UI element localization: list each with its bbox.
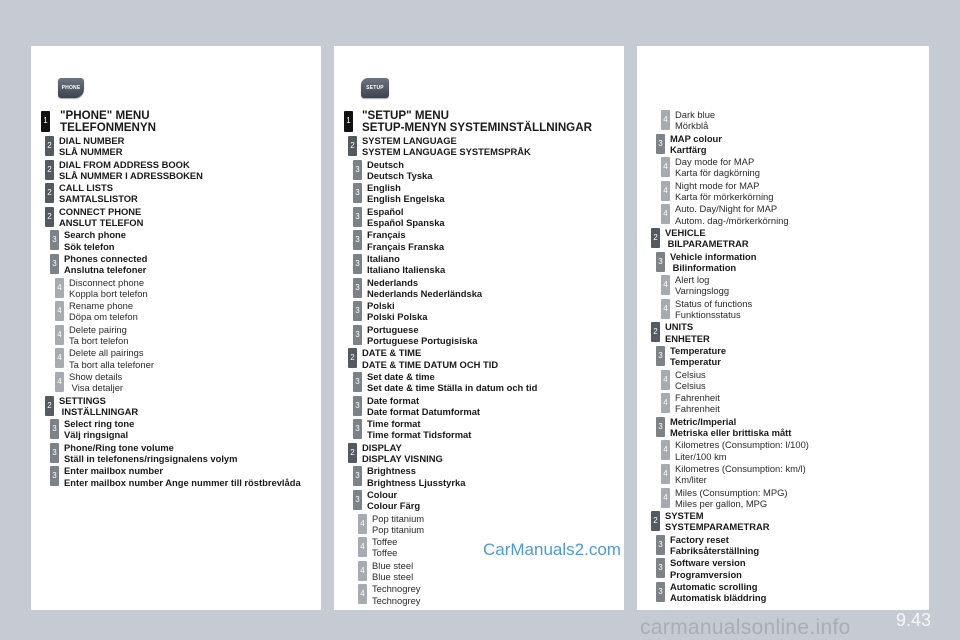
- menu-item-label-en: Status of functions: [675, 297, 753, 309]
- menu-item-label-en: Software version: [670, 557, 746, 569]
- menu-item-level-3: [334, 182, 624, 205]
- menu-item-text: [334, 182, 624, 205]
- menu-item-text: [637, 369, 929, 392]
- menu-item-level-3: [334, 395, 624, 418]
- menu-item-label-sv: Automatisk bläddring: [670, 592, 767, 604]
- menu-item-label-sv: Karta för dagkörning: [675, 167, 760, 179]
- menu-item-label-sv: ANSLUT TELEFON: [59, 217, 144, 229]
- level-badge: 2: [45, 396, 54, 416]
- menu-item-label-en: UNITS: [665, 321, 694, 333]
- menu-item-text: [334, 583, 624, 606]
- level-badge: 2: [45, 160, 54, 180]
- menu-item-level-4: [637, 180, 929, 203]
- level-badge: 2: [348, 443, 357, 463]
- menu-item-text: [31, 277, 321, 300]
- menu-item-label-en: Kilometres (Consumption: km/l): [675, 462, 806, 474]
- level-badge: 3: [50, 419, 59, 439]
- menu-item-text: [637, 180, 929, 203]
- level-badge: 3: [353, 254, 362, 274]
- menu-item-label-sv: Portuguese Portugisiska: [367, 335, 478, 347]
- menu-item-label-en: Pop titanium: [372, 512, 425, 524]
- menu-item-label-sv: Set date & time Ställa in datum och tid: [367, 382, 538, 394]
- menu-item-text: [334, 489, 624, 512]
- menu-item-label-sv: Välj ringsignal: [64, 429, 129, 441]
- menu-item-text: [637, 156, 929, 179]
- menu-item-label-sv: Deutsch Tyska: [367, 169, 433, 181]
- menu-item-label-sv: Italiano Italienska: [367, 264, 446, 276]
- menu-item-label-sv: Autom. dag-/mörkerkörning: [675, 214, 789, 226]
- menu-item-label-en: English: [367, 182, 401, 194]
- level-badge: 3: [353, 419, 362, 439]
- menu-item-text: [334, 418, 624, 441]
- level-badge: 4: [55, 278, 64, 298]
- menu-item-text: [334, 442, 624, 465]
- level-badge: 1: [344, 111, 353, 132]
- menu-item-label-sv: Español Spanska: [367, 217, 445, 229]
- menu-item-label-sv: SAMTALSLISTOR: [59, 193, 138, 205]
- menu-item-text: [31, 395, 321, 418]
- menu-item-text: [31, 324, 321, 347]
- level-badge: 3: [353, 230, 362, 250]
- menu-item-text: [637, 251, 929, 274]
- level-badge: 4: [661, 275, 670, 295]
- menu-item-label-sv: Temperatur: [670, 356, 721, 368]
- menu-item-text: [334, 277, 624, 300]
- menu-item-text: [637, 345, 929, 368]
- menu-item-label-en: Phones connected: [64, 252, 148, 264]
- menu-item-level-3: [637, 133, 929, 156]
- menu-item-label-sv: Funktionsstatus: [675, 309, 741, 321]
- level-badge: 3: [656, 252, 665, 272]
- menu-item-level-2: [31, 395, 321, 418]
- level-badge: 4: [55, 372, 64, 392]
- level-badge: 4: [661, 393, 670, 413]
- menu-item-label-sv: Ställ in telefonens/ringsignalens volym: [64, 453, 238, 465]
- menu-item-level-2: [334, 442, 624, 465]
- menu-item-label-en: "PHONE" MENU: [60, 109, 150, 122]
- phone-tab-icon: PHONE: [58, 78, 84, 98]
- menu-item-level-4: [637, 298, 929, 321]
- menu-item-label-sv: Kartfärg: [670, 143, 707, 155]
- setup-menu-continued-list: [637, 109, 929, 604]
- menu-item-label-sv: SYSTEM LANGUAGE SYSTEMSPRÅK: [362, 146, 531, 158]
- level-badge: 3: [656, 346, 665, 366]
- menu-item-label-en: Brightness: [367, 465, 416, 477]
- menu-item-text: [31, 182, 321, 205]
- setup-tab-icon: SETUP: [361, 78, 389, 98]
- menu-item-level-3: [31, 465, 321, 488]
- menu-item-label-sv: Time format Tidsformat: [367, 429, 472, 441]
- menu-item-level-3: [637, 557, 929, 580]
- menu-item-level-4: [31, 371, 321, 394]
- menu-item-text: [637, 439, 929, 462]
- menu-item-level-4: [637, 439, 929, 462]
- menu-item-level-3: [334, 324, 624, 347]
- phone-menu-panel: [31, 46, 321, 610]
- page-number: 9.43: [896, 610, 932, 630]
- level-badge: 2: [45, 136, 54, 156]
- menu-item-label-sv: Ta bort telefon: [69, 335, 129, 347]
- menu-item-label-en: Fahrenheit: [675, 392, 720, 404]
- menu-item-label-en: Delete pairing: [69, 323, 127, 335]
- menu-item-level-3: [334, 300, 624, 323]
- menu-item-level-2: [31, 206, 321, 229]
- menu-item-text: [31, 465, 321, 488]
- menu-item-label-en: Factory reset: [670, 533, 729, 545]
- menu-item-level-4: [637, 274, 929, 297]
- menu-item-level-4: [637, 203, 929, 226]
- level-badge: 3: [353, 278, 362, 298]
- level-badge: 4: [55, 348, 64, 368]
- menu-item-level-3: [334, 253, 624, 276]
- menu-item-level-3: [334, 371, 624, 394]
- menu-item-label-sv: Colour Färg: [367, 500, 421, 512]
- menu-item-label-sv: Date format Datumformat: [367, 405, 481, 417]
- menu-item-text: [637, 109, 929, 132]
- menu-item-level-4: [31, 324, 321, 347]
- level-badge: 2: [45, 183, 54, 203]
- menu-item-level-3: [334, 277, 624, 300]
- menu-item-level-3: [637, 345, 929, 368]
- level-badge: 3: [353, 372, 362, 392]
- menu-item-text: [637, 487, 929, 510]
- menu-item-label-en: Night mode for MAP: [675, 179, 760, 191]
- menu-item-label-en: Portuguese: [367, 323, 419, 335]
- level-badge: 3: [353, 490, 362, 510]
- menu-item-label-sv: BILPARAMETRAR: [665, 238, 749, 250]
- menu-item-level-3: [637, 416, 929, 439]
- level-badge: 4: [55, 325, 64, 345]
- menu-item-level-4: [637, 109, 929, 132]
- level-badge: 4: [661, 464, 670, 484]
- level-badge: 4: [358, 514, 367, 534]
- menu-item-level-3: [637, 251, 929, 274]
- menu-item-level-4: [31, 277, 321, 300]
- level-badge: 3: [353, 207, 362, 227]
- level-badge: 3: [353, 160, 362, 180]
- menu-item-label-sv: SYSTEMPARAMETRAR: [665, 521, 770, 533]
- menu-item-label-sv: ENHETER: [665, 332, 710, 344]
- menu-item-level-4: [31, 347, 321, 370]
- menu-item-label-en: DISPLAY: [362, 441, 402, 453]
- level-badge: 4: [661, 157, 670, 177]
- menu-item-level-4: [637, 463, 929, 486]
- menu-item-label-en: Disconnect phone: [69, 276, 145, 288]
- menu-item-label-en: Metric/Imperial: [670, 415, 737, 427]
- level-badge: 3: [353, 396, 362, 416]
- menu-item-level-4: [31, 300, 321, 323]
- menu-item-text: [637, 133, 929, 156]
- menu-item-level-3: [31, 442, 321, 465]
- menu-item-label-sv: Sök telefon: [64, 240, 115, 252]
- menu-item-label-en: Technogrey: [372, 583, 421, 595]
- menu-item-level-2: [637, 510, 929, 533]
- menu-item-text: [637, 227, 929, 250]
- menu-item-text: [334, 371, 624, 394]
- menu-item-text: [637, 416, 929, 439]
- level-badge: 2: [651, 511, 660, 531]
- menu-item-label-sv: Karta för mörkerkörning: [675, 191, 774, 203]
- menu-item-text: [31, 371, 321, 394]
- menu-item-label-en: Celsius: [675, 368, 706, 380]
- menu-item-label-sv: Programversion: [670, 568, 742, 580]
- level-badge: 3: [353, 466, 362, 486]
- menu-item-level-3: [31, 229, 321, 252]
- level-badge: 3: [656, 134, 665, 154]
- level-badge: 3: [50, 443, 59, 463]
- level-badge: 4: [661, 299, 670, 319]
- level-badge: 3: [656, 535, 665, 555]
- menu-item-label-en: Italiano: [367, 252, 400, 264]
- menu-item-level-2: [637, 227, 929, 250]
- menu-item-label-en: Time format: [367, 418, 421, 430]
- level-badge: 4: [661, 440, 670, 460]
- menu-item-text: [334, 513, 624, 536]
- setup-menu-continued-panel: [637, 46, 929, 610]
- menu-item-label-en: Kilometres (Consumption: l/100): [675, 439, 809, 451]
- menu-item-level-3: [334, 489, 624, 512]
- menu-item-level-3: [334, 206, 624, 229]
- menu-item-label-en: Deutsch: [367, 158, 404, 170]
- menu-item-text: [637, 274, 929, 297]
- level-badge: 3: [656, 582, 665, 602]
- menu-item-level-3: [637, 534, 929, 557]
- level-badge: 4: [358, 584, 367, 604]
- menu-item-text: [334, 300, 624, 323]
- menu-item-label-sv: Brightness Ljusstyrka: [367, 476, 466, 488]
- menu-item-label-sv: DISPLAY VISNING: [362, 453, 443, 465]
- menu-item-label-sv: Mörkblå: [675, 120, 709, 132]
- menu-item-level-3: [637, 581, 929, 604]
- menu-item-label-sv: Celsius: [675, 379, 706, 391]
- menu-item-label-en: DIAL NUMBER: [59, 135, 125, 146]
- menu-item-label-en: VEHICLE: [665, 226, 706, 238]
- menu-item-label-en: SYSTEM: [665, 510, 704, 522]
- level-badge: 4: [358, 537, 367, 557]
- menu-item-text: [334, 465, 624, 488]
- level-badge: 3: [50, 466, 59, 486]
- level-badge: 4: [661, 488, 670, 508]
- level-badge: 2: [348, 136, 357, 156]
- menu-item-label-sv: Visa detaljer: [69, 382, 124, 394]
- level-badge: 3: [656, 558, 665, 578]
- menu-item-label-en: Français: [367, 229, 406, 241]
- menu-item-label-sv: SLÅ NUMMER I ADRESSBOKEN: [59, 169, 203, 181]
- menu-item-label-sv: Döpa om telefon: [69, 311, 138, 323]
- menu-item-label-en: CONNECT PHONE: [59, 205, 142, 217]
- menu-item-level-2: [31, 135, 321, 158]
- menu-item-text: [334, 229, 624, 252]
- menu-item-label-sv: Blue steel: [372, 570, 414, 582]
- menu-item-label-en: MAP colour: [670, 132, 722, 144]
- menu-item-label-en: Rename phone: [69, 300, 134, 312]
- phone-menu-list: [31, 110, 321, 489]
- menu-item-label-sv: Miles per gallon, MPG: [675, 497, 768, 509]
- menu-item-level-3: [334, 229, 624, 252]
- menu-item-label-en: Temperature: [670, 344, 727, 356]
- menu-item-label-sv: Pop titanium: [372, 523, 425, 535]
- menu-item-label-en: Polski: [367, 300, 395, 312]
- menu-item-label-en: Auto. Day/Night for MAP: [675, 203, 778, 215]
- menu-item-text: [31, 159, 321, 182]
- menu-item-label-sv: DATE & TIME DATUM OCH TID: [362, 358, 499, 370]
- menu-item-level-4: [334, 583, 624, 606]
- carmanuals-watermark: CarManuals2.com: [483, 540, 621, 559]
- menu-item-text: [31, 347, 321, 370]
- menu-item-label-sv: Liter/100 km: [675, 450, 727, 462]
- menu-item-label-sv: Nederlands Nederländska: [367, 287, 483, 299]
- menu-item-label-sv: Toffee: [372, 547, 398, 559]
- setup-menu-list: [334, 110, 624, 607]
- menu-item-text: [31, 253, 321, 276]
- menu-item-label-en: Nederlands: [367, 276, 419, 288]
- level-badge: 4: [661, 181, 670, 201]
- menu-item-text: [637, 463, 929, 486]
- menu-item-label-sv: Metriska eller brittiska mått: [670, 427, 792, 439]
- menu-item-label-sv: Français Franska: [367, 240, 445, 252]
- menu-item-text: [637, 510, 929, 533]
- menu-item-level-2: [637, 321, 929, 344]
- menu-item-label-sv: TELEFONMENYN: [60, 121, 156, 134]
- menu-item-label-en: DATE & TIME: [362, 347, 422, 359]
- menu-item-label-en: Search phone: [64, 229, 126, 241]
- menu-item-label-en: Day mode for MAP: [675, 156, 755, 168]
- menu-item-label-en: Date format: [367, 394, 420, 406]
- menu-item-label-sv: INSTÄLLNINGAR: [59, 405, 139, 417]
- menu-item-level-1: [31, 110, 321, 134]
- menu-item-label-sv: Anslutna telefoner: [64, 264, 147, 276]
- menu-item-label-sv: SLÅ NUMMER: [59, 146, 123, 158]
- level-badge: 3: [656, 417, 665, 437]
- menu-item-label-sv: Koppla bort telefon: [69, 287, 148, 299]
- menu-item-label-en: Vehicle information: [670, 250, 757, 262]
- menu-item-label-sv: Bilinformation: [670, 261, 737, 273]
- menu-item-text: [637, 534, 929, 557]
- menu-item-text: [334, 395, 624, 418]
- level-badge: 4: [661, 370, 670, 390]
- menu-item-label-sv: Fahrenheit: [675, 403, 720, 415]
- menu-item-text: [334, 560, 624, 583]
- menu-item-text: [637, 203, 929, 226]
- menu-item-text: [637, 557, 929, 580]
- menu-item-label-sv: Km/liter: [675, 474, 707, 486]
- level-badge: 3: [353, 183, 362, 203]
- menu-item-text: [334, 110, 624, 134]
- level-badge: 4: [55, 301, 64, 321]
- footer-watermark: carmanualsonline.info: [640, 616, 851, 639]
- menu-item-level-2: [31, 182, 321, 205]
- menu-item-level-4: [334, 513, 624, 536]
- menu-item-text: [334, 253, 624, 276]
- menu-item-label-en: Set date & time: [367, 370, 435, 382]
- menu-item-label-en: Delete all pairings: [69, 347, 144, 359]
- menu-item-level-1: [334, 110, 624, 134]
- menu-item-text: [334, 347, 624, 370]
- menu-item-level-2: [31, 159, 321, 182]
- menu-item-level-4: [637, 392, 929, 415]
- menu-item-label-sv: Varningslogg: [675, 285, 730, 297]
- menu-item-text: [334, 206, 624, 229]
- menu-item-text: [637, 298, 929, 321]
- level-badge: 4: [358, 561, 367, 581]
- menu-item-level-4: [334, 560, 624, 583]
- menu-item-text: [31, 135, 321, 158]
- menu-item-label-en: Colour: [367, 488, 398, 500]
- menu-item-text: [31, 418, 321, 441]
- menu-item-level-3: [31, 253, 321, 276]
- menu-item-label-en: Dark blue: [675, 109, 716, 120]
- menu-item-text: [31, 229, 321, 252]
- menu-item-label-en: Automatic scrolling: [670, 580, 758, 592]
- menu-item-text: [637, 321, 929, 344]
- menu-item-label-sv: SETUP-MENYN SYSTEMINSTÄLLNINGAR: [362, 121, 592, 134]
- menu-item-label-en: Miles (Consumption: MPG): [675, 486, 788, 498]
- menu-item-text: [637, 581, 929, 604]
- menu-item-text: [31, 300, 321, 323]
- menu-item-label-en: Phone/Ring tone volume: [64, 441, 174, 453]
- menu-item-label-en: Show details: [69, 370, 123, 382]
- menu-item-label-en: "SETUP" MENU: [362, 109, 450, 122]
- menu-item-text: [31, 110, 321, 134]
- menu-item-level-2: [334, 135, 624, 158]
- menu-item-level-4: [637, 156, 929, 179]
- menu-item-label-en: Toffee: [372, 536, 398, 548]
- menu-item-label-en: CALL LISTS: [59, 182, 113, 194]
- menu-item-label-en: Select ring tone: [64, 418, 135, 430]
- menu-item-level-3: [334, 418, 624, 441]
- menu-item-label-sv: Enter mailbox number Ange nummer till röstbrevlåda: [64, 476, 301, 488]
- menu-item-label-en: Alert log: [675, 274, 710, 286]
- menu-item-label-en: SYSTEM LANGUAGE: [362, 135, 457, 146]
- level-badge: 2: [348, 348, 357, 368]
- setup-menu-panel: [334, 46, 624, 610]
- level-badge: 3: [353, 325, 362, 345]
- menu-item-label-sv: English Engelska: [367, 193, 445, 205]
- menu-item-label-en: Español: [367, 205, 404, 217]
- menu-item-label-en: SETTINGS: [59, 394, 106, 406]
- level-badge: 2: [45, 207, 54, 227]
- level-badge: 4: [661, 110, 670, 130]
- menu-item-text: [31, 442, 321, 465]
- menu-item-level-2: [334, 347, 624, 370]
- level-badge: 2: [651, 228, 660, 248]
- menu-item-label-en: Enter mailbox number: [64, 465, 163, 477]
- level-badge: 3: [353, 301, 362, 321]
- level-badge: 3: [50, 230, 59, 250]
- menu-item-label-sv: Ta bort alla telefoner: [69, 358, 154, 370]
- menu-item-text: [334, 324, 624, 347]
- menu-item-label-en: Blue steel: [372, 559, 414, 571]
- menu-item-label-sv: Fabriksåterställning: [670, 544, 760, 556]
- menu-item-label-sv: Technogrey: [372, 594, 421, 606]
- menu-item-level-3: [31, 418, 321, 441]
- menu-item-text: [31, 206, 321, 229]
- menu-item-level-3: [334, 465, 624, 488]
- menu-item-level-4: [637, 487, 929, 510]
- menu-item-level-3: [334, 159, 624, 182]
- menu-item-label-sv: Polski Polska: [367, 311, 428, 323]
- menu-item-text: [637, 392, 929, 415]
- level-badge: 2: [651, 322, 660, 342]
- menu-item-text: [334, 135, 624, 158]
- menu-item-label-en: DIAL FROM ADDRESS BOOK: [59, 158, 190, 170]
- level-badge: 1: [41, 111, 50, 132]
- level-badge: 4: [661, 204, 670, 224]
- level-badge: 3: [50, 254, 59, 274]
- menu-item-level-4: [637, 369, 929, 392]
- menu-item-text: [334, 159, 624, 182]
